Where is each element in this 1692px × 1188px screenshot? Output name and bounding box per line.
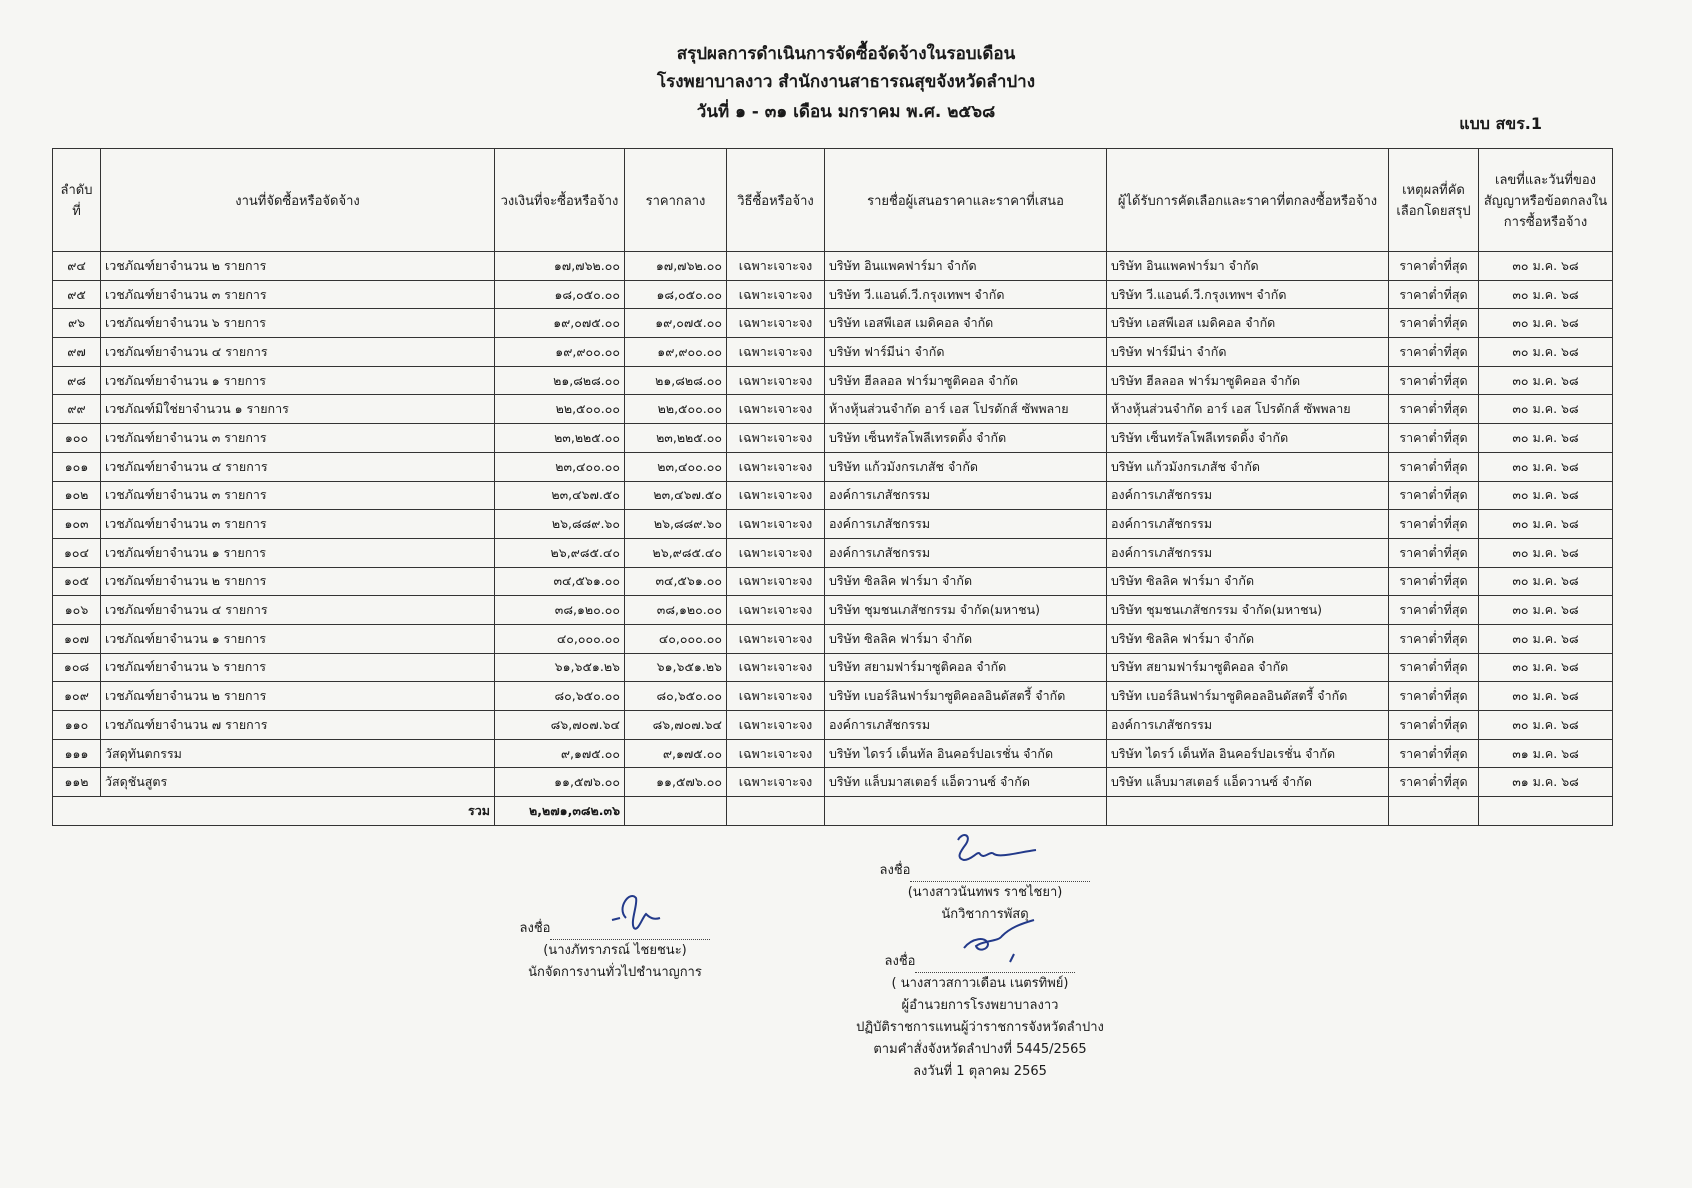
- row-budget: ๖๑,๖๕๑.๒๖: [495, 653, 625, 682]
- signer-name: (นางสาวนันทพร ราชไชยา): [907, 885, 1063, 900]
- row-budget: ๑๘,๐๕๐.๐๐: [495, 280, 625, 309]
- table-row: [53, 682, 1613, 711]
- row-winner: บริษัท อินแพคฟาร์มา จำกัด: [1107, 252, 1389, 281]
- row-reason: ราคาต่ำที่สุด: [1389, 366, 1479, 395]
- row-median-price: ๑๙,๐๗๕.๐๐: [625, 309, 727, 338]
- row-reason: ราคาต่ำที่สุด: [1389, 424, 1479, 453]
- row-item: เวชภัณฑ์ยาจำนวน ๒ รายการ: [101, 682, 495, 711]
- row-item: เวชภัณฑ์มิใช่ยาจำนวน ๑ รายการ: [101, 395, 495, 424]
- row-winner: บริษัท ฮีลลอล ฟาร์มาซูติคอล จำกัด: [1107, 366, 1389, 395]
- row-median-price: ๑๘,๐๕๐.๐๐: [625, 280, 727, 309]
- row-method: เฉพาะเจาะจง: [727, 424, 825, 453]
- row-bidder: องค์การเภสัชกรรม: [825, 711, 1107, 740]
- row-budget: ๓๔,๕๖๑.๐๐: [495, 567, 625, 596]
- row-contract: ๓๐ ม.ค. ๖๘: [1479, 538, 1613, 567]
- row-budget: ๙,๑๗๕.๐๐: [495, 739, 625, 768]
- row-number: ๑๐๖: [53, 596, 101, 625]
- row-bidder: บริษัท ซิลลิค ฟาร์มา จำกัด: [825, 624, 1107, 653]
- col-header-item: งานที่จัดซื้อหรือจัดจ้าง: [101, 149, 495, 252]
- row-winner: บริษัท แล็บมาสเตอร์ แอ็ดวานซ์ จำกัด: [1107, 768, 1389, 797]
- row-winner: องค์การเภสัชกรรม: [1107, 481, 1389, 510]
- row-bidder: องค์การเภสัชกรรม: [825, 510, 1107, 539]
- row-method: เฉพาะเจาะจง: [727, 653, 825, 682]
- signature-left-scribble: [608, 888, 668, 934]
- row-bidder: องค์การเภสัชกรรม: [825, 481, 1107, 510]
- row-median-price: ๒๒,๕๐๐.๐๐: [625, 395, 727, 424]
- row-reason: ราคาต่ำที่สุด: [1389, 739, 1479, 768]
- row-bidder: บริษัท แก้วมังกรเภสัช จำกัด: [825, 452, 1107, 481]
- row-winner: บริษัท ซิลลิค ฟาร์มา จำกัด: [1107, 624, 1389, 653]
- col-header-reason: เหตุผลที่คัดเลือกโดยสรุป: [1389, 149, 1479, 252]
- row-median-price: ๒๖,๙๘๕.๔๐: [625, 538, 727, 567]
- row-contract: ๓๑ ม.ค. ๖๘: [1479, 739, 1613, 768]
- row-contract: ๓๑ ม.ค. ๖๘: [1479, 768, 1613, 797]
- row-item: เวชภัณฑ์ยาจำนวน ๖ รายการ: [101, 309, 495, 338]
- row-bidder: บริษัท เอสพีเอส เมดิคอล จำกัด: [825, 309, 1107, 338]
- col-header-contract: เลขที่และวันที่ของสัญญาหรือข้อตกลงในการซื้อหรือจ้าง: [1479, 149, 1613, 252]
- row-median-price: ๙,๑๗๕.๐๐: [625, 739, 727, 768]
- row-winner: บริษัท เบอร์ลินฟาร์มาซูติคอลอินดัสตรี้ จำกัด: [1107, 682, 1389, 711]
- row-median-price: ๓๔,๕๖๑.๐๐: [625, 567, 727, 596]
- row-reason: ราคาต่ำที่สุด: [1389, 510, 1479, 539]
- row-item: เวชภัณฑ์ยาจำนวน ๖ รายการ: [101, 653, 495, 682]
- row-budget: ๒๒,๕๐๐.๐๐: [495, 395, 625, 424]
- row-median-price: ๖๑,๖๕๑.๒๖: [625, 653, 727, 682]
- row-method: เฉพาะเจาะจง: [727, 280, 825, 309]
- row-bidder: บริษัท สยามฟาร์มาซูติคอล จำกัด: [825, 653, 1107, 682]
- col-header-winner: ผู้ได้รับการคัดเลือกและราคาที่ตกลงซื้อหรือจ้าง: [1107, 149, 1389, 252]
- row-item: เวชภัณฑ์ยาจำนวน ๒ รายการ: [101, 252, 495, 281]
- row-bidder: บริษัท ไดรว์ เด็นทัล อินคอร์ปอเรชั่น จำกัด: [825, 739, 1107, 768]
- row-budget: ๒๓,๒๒๕.๐๐: [495, 424, 625, 453]
- row-number: ๙๖: [53, 309, 101, 338]
- row-number: ๙๗: [53, 338, 101, 367]
- row-number: ๑๐๔: [53, 538, 101, 567]
- row-item: เวชภัณฑ์ยาจำนวน ๔ รายการ: [101, 596, 495, 625]
- row-number: ๑๐๘: [53, 653, 101, 682]
- row-contract: ๓๐ ม.ค. ๖๘: [1479, 366, 1613, 395]
- row-bidder: บริษัท แล็บมาสเตอร์ แอ็ดวานซ์ จำกัด: [825, 768, 1107, 797]
- signer-order-date: ลงวันที่ 1 ตุลาคม 2565: [913, 1064, 1047, 1079]
- row-median-price: ๒๓,๔๖๗.๕๐: [625, 481, 727, 510]
- row-bidder: บริษัท เซ็นทรัลโพลีเทรดดิ้ง จำกัด: [825, 424, 1107, 453]
- signature-right-top-scribble: [950, 830, 1040, 870]
- col-header-no: ลำดับที่: [53, 149, 101, 252]
- row-budget: ๑๙,๙๐๐.๐๐: [495, 338, 625, 367]
- row-contract: ๓๐ ม.ค. ๖๘: [1479, 624, 1613, 653]
- row-method: เฉพาะเจาะจง: [727, 452, 825, 481]
- table-row: [53, 395, 1613, 424]
- row-item: เวชภัณฑ์ยาจำนวน ๒ รายการ: [101, 567, 495, 596]
- row-item: เวชภัณฑ์ยาจำนวน ๑ รายการ: [101, 366, 495, 395]
- row-method: เฉพาะเจาะจง: [727, 538, 825, 567]
- table-row: [53, 624, 1613, 653]
- row-budget: ๘๖,๗๐๗.๖๔: [495, 711, 625, 740]
- row-bidder: บริษัท วี.แอนด์.วี.กรุงเทพฯ จำกัด: [825, 280, 1107, 309]
- sign-label: ลงชื่อ: [879, 863, 911, 878]
- row-number: ๑๐๑: [53, 452, 101, 481]
- row-contract: ๓๐ ม.ค. ๖๘: [1479, 510, 1613, 539]
- row-reason: ราคาต่ำที่สุด: [1389, 338, 1479, 367]
- row-item: วัสดุทันตกรรม: [101, 739, 495, 768]
- row-method: เฉพาะเจาะจง: [727, 395, 825, 424]
- row-budget: ๒๖,๘๘๙.๖๐: [495, 510, 625, 539]
- row-reason: ราคาต่ำที่สุด: [1389, 252, 1479, 281]
- row-budget: ๑๙,๐๗๕.๐๐: [495, 309, 625, 338]
- table-row: [53, 280, 1613, 309]
- row-budget: ๓๘,๑๒๐.๐๐: [495, 596, 625, 625]
- row-number: ๑๑๑: [53, 739, 101, 768]
- row-bidder: บริษัท ฟาร์มีน่า จำกัด: [825, 338, 1107, 367]
- document-title: สรุปผลการดำเนินการจัดซื้อจัดจ้างในรอบเดือน: [676, 44, 1016, 64]
- table-row: [53, 653, 1613, 682]
- row-item: เวชภัณฑ์ยาจำนวน ๓ รายการ: [101, 481, 495, 510]
- table-row: [53, 366, 1613, 395]
- table-row: [53, 309, 1613, 338]
- row-method: เฉพาะเจาะจง: [727, 567, 825, 596]
- row-winner: บริษัท วี.แอนด์.วี.กรุงเทพฯ จำกัด: [1107, 280, 1389, 309]
- row-item: เวชภัณฑ์ยาจำนวน ๓ รายการ: [101, 510, 495, 539]
- row-reason: ราคาต่ำที่สุด: [1389, 711, 1479, 740]
- signer-name: ( นางสาวสกาวเดือน เนตรทิพย์): [891, 976, 1069, 991]
- signer-position: นักวิชาการพัสดุ: [941, 907, 1029, 922]
- row-reason: ราคาต่ำที่สุด: [1389, 768, 1479, 797]
- table-row: [53, 711, 1613, 740]
- signer-position: ผู้อำนวยการโรงพยาบาลงาว: [901, 998, 1059, 1013]
- row-winner: บริษัท ไดรว์ เด็นทัล อินคอร์ปอเรชั่น จำกัด: [1107, 739, 1389, 768]
- row-contract: ๓๐ ม.ค. ๖๘: [1479, 711, 1613, 740]
- table-body: [53, 252, 1613, 797]
- row-median-price: ๒๓,๒๒๕.๐๐: [625, 424, 727, 453]
- row-contract: ๓๐ ม.ค. ๖๘: [1479, 252, 1613, 281]
- row-number: ๑๑๐: [53, 711, 101, 740]
- row-contract: ๓๐ ม.ค. ๖๘: [1479, 481, 1613, 510]
- row-winner: บริษัท สยามฟาร์มาซูติคอล จำกัด: [1107, 653, 1389, 682]
- row-winner: บริษัท เอสพีเอส เมดิคอล จำกัด: [1107, 309, 1389, 338]
- row-number: ๑๐๓: [53, 510, 101, 539]
- row-contract: ๓๐ ม.ค. ๖๘: [1479, 395, 1613, 424]
- row-method: เฉพาะเจาะจง: [727, 739, 825, 768]
- row-method: เฉพาะเจาะจง: [727, 510, 825, 539]
- signer-name: (นางภัทราภรณ์ ไชยชนะ): [543, 943, 687, 958]
- row-reason: ราคาต่ำที่สุด: [1389, 452, 1479, 481]
- total-label: รวม: [53, 797, 495, 826]
- table-row: [53, 481, 1613, 510]
- row-median-price: ๑๙,๙๐๐.๐๐: [625, 338, 727, 367]
- signature-block-right-bottom: [820, 951, 1140, 1083]
- row-contract: ๓๐ ม.ค. ๖๘: [1479, 338, 1613, 367]
- row-method: เฉพาะเจาะจง: [727, 682, 825, 711]
- table-header-row: [53, 149, 1613, 252]
- organization-name: โรงพยาบาลงาว สำนักงานสาธารณสุขจังหวัดลำปาง: [656, 72, 1036, 92]
- row-item: เวชภัณฑ์ยาจำนวน ๔ รายการ: [101, 452, 495, 481]
- col-header-bidders: รายชื่อผู้เสนอราคาและราคาที่เสนอ: [825, 149, 1107, 252]
- row-method: เฉพาะเจาะจง: [727, 711, 825, 740]
- row-method: เฉพาะเจาะจง: [727, 768, 825, 797]
- row-median-price: ๘๐,๖๕๐.๐๐: [625, 682, 727, 711]
- form-code: แบบ สขร.1: [1459, 114, 1542, 133]
- row-method: เฉพาะเจาะจง: [727, 366, 825, 395]
- report-period: วันที่ ๑ - ๓๑ เดือน มกราคม พ.ศ. ๒๕๖๘: [696, 102, 996, 122]
- row-item: เวชภัณฑ์ยาจำนวน ๔ รายการ: [101, 338, 495, 367]
- row-budget: ๒๓,๔๖๗.๕๐: [495, 481, 625, 510]
- row-budget: ๒๓,๔๐๐.๐๐: [495, 452, 625, 481]
- row-number: ๑๑๒: [53, 768, 101, 797]
- row-winner: ห้างหุ้นส่วนจำกัด อาร์ เอส โปรดักส์ ซัพพลาย: [1107, 395, 1389, 424]
- row-item: เวชภัณฑ์ยาจำนวน ๓ รายการ: [101, 424, 495, 453]
- row-method: เฉพาะเจาะจง: [727, 481, 825, 510]
- row-winner: องค์การเภสัชกรรม: [1107, 510, 1389, 539]
- row-bidder: บริษัท ซิลลิค ฟาร์มา จำกัด: [825, 567, 1107, 596]
- row-reason: ราคาต่ำที่สุด: [1389, 538, 1479, 567]
- table-row: [53, 538, 1613, 567]
- row-winner: บริษัท ซิลลิค ฟาร์มา จำกัด: [1107, 567, 1389, 596]
- row-contract: ๓๐ ม.ค. ๖๘: [1479, 567, 1613, 596]
- row-contract: ๓๐ ม.ค. ๖๘: [1479, 309, 1613, 338]
- row-number: ๙๕: [53, 280, 101, 309]
- table-row: [53, 452, 1613, 481]
- row-contract: ๓๐ ม.ค. ๖๘: [1479, 682, 1613, 711]
- row-median-price: ๒๖,๘๘๙.๖๐: [625, 510, 727, 539]
- row-method: เฉพาะเจาะจง: [727, 624, 825, 653]
- row-contract: ๓๐ ม.ค. ๖๘: [1479, 424, 1613, 453]
- row-reason: ราคาต่ำที่สุด: [1389, 596, 1479, 625]
- row-bidder: บริษัท เบอร์ลินฟาร์มาซูติคอลอินดัสตรี้ จำกัด: [825, 682, 1107, 711]
- row-number: ๙๙: [53, 395, 101, 424]
- row-reason: ราคาต่ำที่สุด: [1389, 567, 1479, 596]
- sign-label: ลงชื่อ: [519, 921, 551, 936]
- signature-right-bottom-scribble: [958, 918, 1038, 964]
- row-bidder: บริษัท ชุมชนเภสัชกรรม จำกัด(มหาชน): [825, 596, 1107, 625]
- col-header-method: วิธีซื้อหรือจ้าง: [727, 149, 825, 252]
- sign-label: ลงชื่อ: [884, 954, 916, 969]
- row-reason: ราคาต่ำที่สุด: [1389, 481, 1479, 510]
- table-row: [53, 338, 1613, 367]
- row-number: ๑๐๙: [53, 682, 101, 711]
- row-reason: ราคาต่ำที่สุด: [1389, 280, 1479, 309]
- row-median-price: ๔๐,๐๐๐.๐๐: [625, 624, 727, 653]
- procurement-table: [52, 148, 1613, 826]
- row-method: เฉพาะเจาะจง: [727, 338, 825, 367]
- row-budget: ๑๑,๕๗๖.๐๐: [495, 768, 625, 797]
- table-row: [53, 510, 1613, 539]
- row-bidder: บริษัท อินแพคฟาร์มา จำกัด: [825, 252, 1107, 281]
- row-budget: ๒๑,๘๒๘.๐๐: [495, 366, 625, 395]
- row-bidder: ห้างหุ้นส่วนจำกัด อาร์ เอส โปรดักส์ ซัพพลาย: [825, 395, 1107, 424]
- row-method: เฉพาะเจาะจง: [727, 596, 825, 625]
- row-winner: บริษัท ฟาร์มีน่า จำกัด: [1107, 338, 1389, 367]
- row-median-price: ๑๑,๕๗๖.๐๐: [625, 768, 727, 797]
- row-number: ๑๐๐: [53, 424, 101, 453]
- table-row: [53, 596, 1613, 625]
- row-number: ๑๐๗: [53, 624, 101, 653]
- row-contract: ๓๐ ม.ค. ๖๘: [1479, 280, 1613, 309]
- row-method: เฉพาะเจาะจง: [727, 309, 825, 338]
- table-row: [53, 768, 1613, 797]
- row-winner: องค์การเภสัชกรรม: [1107, 538, 1389, 567]
- row-winner: บริษัท แก้วมังกรเภสัช จำกัด: [1107, 452, 1389, 481]
- total-value: ๒,๒๗๑,๓๘๒.๓๖: [495, 797, 625, 826]
- signer-acting: ปฏิบัติราชการแทนผู้ว่าราชการจังหวัดลำปาง: [856, 1020, 1104, 1035]
- signer-order: ตามคำสั่งจังหวัดลำปางที่ 5445/2565: [873, 1042, 1087, 1057]
- row-median-price: ๒๓,๔๐๐.๐๐: [625, 452, 727, 481]
- row-method: เฉพาะเจาะจง: [727, 252, 825, 281]
- row-median-price: ๓๘,๑๒๐.๐๐: [625, 596, 727, 625]
- row-item: เวชภัณฑ์ยาจำนวน ๑ รายการ: [101, 624, 495, 653]
- row-reason: ราคาต่ำที่สุด: [1389, 653, 1479, 682]
- row-budget: ๘๐,๖๕๐.๐๐: [495, 682, 625, 711]
- row-item: เวชภัณฑ์ยาจำนวน ๓ รายการ: [101, 280, 495, 309]
- row-bidder: องค์การเภสัชกรรม: [825, 538, 1107, 567]
- row-budget: ๒๖,๙๘๕.๔๐: [495, 538, 625, 567]
- document-header: [0, 40, 1692, 126]
- total-row: [53, 797, 1613, 826]
- row-median-price: ๘๖,๗๐๗.๖๔: [625, 711, 727, 740]
- row-winner: บริษัท ชุมชนเภสัชกรรม จำกัด(มหาชน): [1107, 596, 1389, 625]
- row-reason: ราคาต่ำที่สุด: [1389, 395, 1479, 424]
- row-number: ๑๐๒: [53, 481, 101, 510]
- row-contract: ๓๐ ม.ค. ๖๘: [1479, 452, 1613, 481]
- row-bidder: บริษัท ฮีลลอล ฟาร์มาซูติคอล จำกัด: [825, 366, 1107, 395]
- row-number: ๙๔: [53, 252, 101, 281]
- table-row: [53, 739, 1613, 768]
- row-contract: ๓๐ ม.ค. ๖๘: [1479, 653, 1613, 682]
- row-item: วัสดุชันสูตร: [101, 768, 495, 797]
- table-row: [53, 567, 1613, 596]
- row-median-price: ๑๗,๗๖๒.๐๐: [625, 252, 727, 281]
- col-header-budget: วงเงินที่จะซื้อหรือจ้าง: [495, 149, 625, 252]
- row-number: ๙๘: [53, 366, 101, 395]
- row-budget: ๔๐,๐๐๐.๐๐: [495, 624, 625, 653]
- row-winner: บริษัท เซ็นทรัลโพลีเทรดดิ้ง จำกัด: [1107, 424, 1389, 453]
- row-reason: ราคาต่ำที่สุด: [1389, 309, 1479, 338]
- row-item: เวชภัณฑ์ยาจำนวน ๑ รายการ: [101, 538, 495, 567]
- table-row: [53, 252, 1613, 281]
- row-reason: ราคาต่ำที่สุด: [1389, 624, 1479, 653]
- row-contract: ๓๐ ม.ค. ๖๘: [1479, 596, 1613, 625]
- row-median-price: ๒๑,๘๒๘.๐๐: [625, 366, 727, 395]
- table-row: [53, 424, 1613, 453]
- row-number: ๑๐๕: [53, 567, 101, 596]
- row-item: เวชภัณฑ์ยาจำนวน ๗ รายการ: [101, 711, 495, 740]
- row-budget: ๑๗,๗๖๒.๐๐: [495, 252, 625, 281]
- row-reason: ราคาต่ำที่สุด: [1389, 682, 1479, 711]
- signer-position: นักจัดการงานทั่วไปชำนาญการ: [528, 965, 702, 980]
- row-winner: องค์การเภสัชกรรม: [1107, 711, 1389, 740]
- col-header-median-price: ราคากลาง: [625, 149, 727, 252]
